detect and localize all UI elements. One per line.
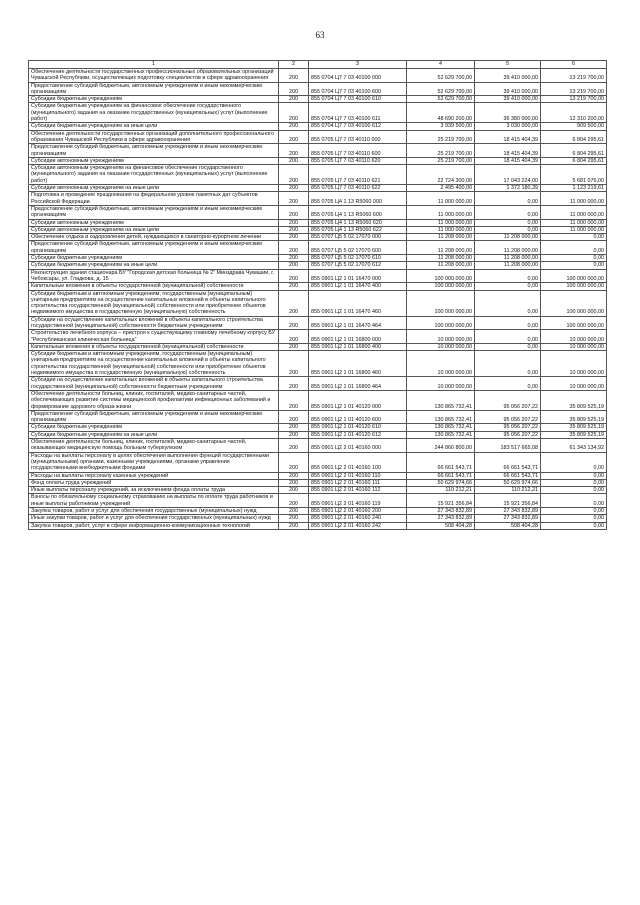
row-classification-code: 855 0707 Ц5 5 02 17070 610 xyxy=(309,255,407,262)
table-row xyxy=(29,255,607,262)
row-amount-col6: 0,00 xyxy=(541,262,607,269)
row-amount-col5: 95 056 207,22 xyxy=(475,390,541,410)
row-amount-col6: 10 000 000,00 xyxy=(541,343,607,350)
header-row xyxy=(29,61,607,69)
table-row xyxy=(29,262,607,269)
row-section-code: 200 xyxy=(279,494,309,508)
row-classification-code: 855 0704 Ц7 7 03 40100 600 xyxy=(309,82,407,96)
table-row xyxy=(29,351,607,377)
row-amount-col6: 11 000 000,00 xyxy=(541,205,607,219)
row-amount-col5: 11 208 000,00 xyxy=(475,241,541,255)
row-section-code: 200 xyxy=(279,144,309,158)
row-amount-col4: 10 000 000,00 xyxy=(407,330,475,344)
row-amount-col5: 0,00 xyxy=(475,219,541,226)
row-amount-col5: 27 343 832,89 xyxy=(475,515,541,522)
row-amount-col5: 39 410 000,00 xyxy=(475,96,541,103)
row-amount-col4: 110 212,21 xyxy=(407,487,475,494)
table-row xyxy=(29,269,607,283)
row-section-code: 200 xyxy=(279,487,309,494)
row-amount-col5: 183 517 665,08 xyxy=(475,439,541,453)
row-classification-code: 855 0705 Ц4 1 13 R5060 000 xyxy=(309,192,407,206)
column-header: 4 xyxy=(407,61,475,69)
row-description: Субсидии автономным учреждениям xyxy=(29,157,279,164)
row-amount-col4: 11 000 000,00 xyxy=(407,226,475,233)
row-amount-col4: 15 921 356,84 xyxy=(407,494,475,508)
table-row xyxy=(29,452,607,472)
row-description: Субсидии на осуществление капитальных вложений в объекты капитального строительства государственной (муниципальной) собственности бюджетным учреждениям xyxy=(29,377,279,391)
row-section-code: 200 xyxy=(279,343,309,350)
row-classification-code: 855 0707 Ц5 5 02 17070 612 xyxy=(309,262,407,269)
column-header: 5 xyxy=(475,61,541,69)
row-description: Иные выплаты персоналу учреждений, за исключением фонда оплаты труда xyxy=(29,487,279,494)
row-amount-col4: 130 865 732,41 xyxy=(407,410,475,424)
row-classification-code: 855 0705 Ц4 1 13 R5060 622 xyxy=(309,226,407,233)
budget-table xyxy=(28,60,607,530)
row-amount-col4: 11 208 000,00 xyxy=(407,255,475,262)
row-section-code: 200 xyxy=(279,192,309,206)
table-row xyxy=(29,377,607,391)
row-amount-col5: 95 056 207,22 xyxy=(475,424,541,431)
table-row xyxy=(29,234,607,241)
row-classification-code: 855 0901 Ц2 1 01 16800 464 xyxy=(309,377,407,391)
row-amount-col4: 10 000 000,00 xyxy=(407,377,475,391)
row-amount-col4: 66 661 543,71 xyxy=(407,472,475,479)
row-section-code: 200 xyxy=(279,269,309,283)
table-row xyxy=(29,522,607,529)
row-section-code: 200 xyxy=(279,515,309,522)
table-row xyxy=(29,185,607,192)
row-section-code: 200 xyxy=(279,479,309,486)
row-amount-col4: 100 000 000,00 xyxy=(407,283,475,290)
row-amount-col5: 95 056 207,22 xyxy=(475,410,541,424)
table-row xyxy=(29,330,607,344)
row-amount-col4: 100 000 000,00 xyxy=(407,290,475,316)
row-description: Строительство лечебного корпуса – пристроя к существующему главному лечебному корпусу БУ "Республиканская клиническая больница" xyxy=(29,330,279,344)
row-classification-code: 855 0901 Ц2 1 01 16800 400 xyxy=(309,343,407,350)
row-amount-col4: 130 865 732,41 xyxy=(407,390,475,410)
row-section-code: 200 xyxy=(279,255,309,262)
table-row xyxy=(29,479,607,486)
row-description: Субсидии бюджетным и автономным учреждениям, государственным (муниципальным) унитарным предприятиям на осуществление капитальных вложений в объекты капитального строительства государственной (муниципальной) собственности или приобретение объектов недвижимого имущества в государственную (муниципальную) собственность xyxy=(29,290,279,316)
row-section-code: 200 xyxy=(279,234,309,241)
row-amount-col6: 13 219 700,00 xyxy=(541,82,607,96)
column-header: 3 xyxy=(309,61,407,69)
row-classification-code: 855 0901 Ц2 1 01 16800 460 xyxy=(309,351,407,377)
row-section-code: 200 xyxy=(279,316,309,330)
row-classification-code: 855 0705 Ц7 7 03 40110 600 xyxy=(309,144,407,158)
row-classification-code: 855 0901 Ц2 1 01 40120 612 xyxy=(309,431,407,438)
row-section-code: 200 xyxy=(279,103,309,123)
table-row xyxy=(29,69,607,83)
row-amount-col4: 25 219 700,00 xyxy=(407,144,475,158)
row-classification-code: 855 0704 Ц7 7 03 40100 610 xyxy=(309,96,407,103)
row-section-code: 200 xyxy=(279,424,309,431)
row-description: Капитальные вложения в объекты государственной (муниципальной) собственности xyxy=(29,283,279,290)
row-amount-col4: 10 000 000,00 xyxy=(407,343,475,350)
row-amount-col4: 11 208 000,00 xyxy=(407,241,475,255)
row-amount-col6: 61 343 134,92 xyxy=(541,439,607,453)
table-row xyxy=(29,241,607,255)
table-row xyxy=(29,144,607,158)
row-amount-col5: 0,00 xyxy=(475,205,541,219)
row-section-code: 200 xyxy=(279,123,309,130)
row-amount-col5: 18 415 404,39 xyxy=(475,130,541,144)
table-row xyxy=(29,130,607,144)
row-amount-col4: 11 208 000,00 xyxy=(407,234,475,241)
row-amount-col5: 0,00 xyxy=(475,377,541,391)
row-amount-col4: 11 000 000,00 xyxy=(407,205,475,219)
row-amount-col5: 66 661 543,71 xyxy=(475,452,541,472)
column-header: 2 xyxy=(279,61,309,69)
row-classification-code: 855 0704 Ц7 7 03 40100 612 xyxy=(309,123,407,130)
row-amount-col4: 11 000 000,00 xyxy=(407,192,475,206)
column-header: 6 xyxy=(541,61,607,69)
row-amount-col6: 0,00 xyxy=(541,452,607,472)
row-amount-col4: 27 343 832,89 xyxy=(407,515,475,522)
table-row xyxy=(29,472,607,479)
row-description: Расходы на выплаты персоналу в целях обеспечения выполнения функций государственными (муниципальными) органами, казенными учреждениями, органами управления государственными внебюджетными фондами xyxy=(29,452,279,472)
row-amount-col5: 11 208 000,00 xyxy=(475,234,541,241)
row-description: Фонд оплаты труда учреждений xyxy=(29,479,279,486)
row-description: Субсидии бюджетным учреждениям на иные цели xyxy=(29,431,279,438)
row-classification-code: 855 0901 Ц2 2 01 40160 000 xyxy=(309,439,407,453)
row-section-code: 200 xyxy=(279,472,309,479)
row-amount-col5: 11 208 000,00 xyxy=(475,262,541,269)
table-row xyxy=(29,283,607,290)
row-amount-col6: 0,00 xyxy=(541,487,607,494)
row-amount-col5: 66 661 543,71 xyxy=(475,472,541,479)
row-section-code: 200 xyxy=(279,390,309,410)
table-row xyxy=(29,123,607,130)
row-amount-col6: 6 804 295,61 xyxy=(541,144,607,158)
table-row xyxy=(29,219,607,226)
row-amount-col6: 12 310 200,00 xyxy=(541,103,607,123)
row-classification-code: 855 0901 Ц2 1 01 16470 400 xyxy=(309,283,407,290)
row-amount-col5: 0,00 xyxy=(475,269,541,283)
row-amount-col6: 11 000 000,00 xyxy=(541,226,607,233)
row-amount-col4: 52 629 700,00 xyxy=(407,69,475,83)
row-section-code: 200 xyxy=(279,165,309,185)
row-description: Субсидии бюджетным учреждениям на иные цели xyxy=(29,262,279,269)
row-amount-col6: 0,00 xyxy=(541,472,607,479)
row-amount-col6: 11 000 000,00 xyxy=(541,192,607,206)
table-row xyxy=(29,494,607,508)
row-section-code: 200 xyxy=(279,522,309,529)
row-amount-col5: 0,00 xyxy=(475,316,541,330)
row-section-code: 200 xyxy=(279,226,309,233)
row-classification-code: 855 0901 Ц2 2 01 40160 119 xyxy=(309,494,407,508)
row-amount-col6: 909 500,00 xyxy=(541,123,607,130)
table-row xyxy=(29,205,607,219)
row-classification-code: 855 0707 Ц5 5 02 17070 000 xyxy=(309,234,407,241)
row-section-code: 200 xyxy=(279,96,309,103)
table-row xyxy=(29,410,607,424)
row-description: Закупка товаров, работ, услуг в сфере информационно-коммуникационных технологий xyxy=(29,522,279,529)
row-amount-col6: 0,00 xyxy=(541,494,607,508)
row-description: Капитальные вложения в объекты государственной (муниципальной) собственности xyxy=(29,343,279,350)
row-amount-col6: 0,00 xyxy=(541,522,607,529)
row-description: Субсидии бюджетным учреждениям xyxy=(29,424,279,431)
row-description: Предоставление субсидий бюджетным, автономным учреждениям и иным некоммерческим организациям xyxy=(29,144,279,158)
row-amount-col4: 10 000 000,00 xyxy=(407,351,475,377)
row-amount-col6: 10 000 000,00 xyxy=(541,330,607,344)
row-amount-col5: 17 043 224,00 xyxy=(475,165,541,185)
row-section-code: 200 xyxy=(279,157,309,164)
row-amount-col6: 100 000 000,00 xyxy=(541,290,607,316)
row-classification-code: 855 0901 Ц2 1 01 16800 000 xyxy=(309,330,407,344)
table-row xyxy=(29,96,607,103)
row-amount-col5: 0,00 xyxy=(475,283,541,290)
row-description: Субсидии автономным учреждениям на иные цели xyxy=(29,185,279,192)
row-amount-col4: 244 860 800,00 xyxy=(407,439,475,453)
row-amount-col5: 18 415 404,39 xyxy=(475,157,541,164)
row-classification-code: 855 0901 Ц2 2 01 40160 112 xyxy=(309,487,407,494)
row-amount-col6: 11 000 000,00 xyxy=(541,219,607,226)
row-classification-code: 855 0705 Ц4 1 13 R5060 620 xyxy=(309,219,407,226)
row-description: Предоставление субсидий бюджетным, автономным учреждениям и иным некоммерческим организациям xyxy=(29,205,279,219)
row-section-code: 200 xyxy=(279,410,309,424)
table-row xyxy=(29,192,607,206)
table-row xyxy=(29,290,607,316)
row-amount-col5: 36 380 000,00 xyxy=(475,103,541,123)
row-description: Субсидии бюджетным и автономным учреждениям, государственным (муниципальным) унитарным предприятиям на осуществление капитальных вложений в объекты капитального строительства государственной (муниципальной) собственности или приобретение объектов недвижимого имущества в государственную (муниципальную) собственность xyxy=(29,351,279,377)
row-amount-col4: 508 404,28 xyxy=(407,522,475,529)
row-amount-col5: 18 415 404,39 xyxy=(475,144,541,158)
row-amount-col4: 130 865 732,41 xyxy=(407,431,475,438)
row-classification-code: 855 0704 Ц7 7 03 40100 611 xyxy=(309,103,407,123)
row-classification-code: 855 0705 Ц7 7 03 40110 620 xyxy=(309,157,407,164)
row-amount-col5: 39 410 000,00 xyxy=(475,69,541,83)
row-description: Субсидии бюджетным учреждениям xyxy=(29,96,279,103)
row-amount-col6: 100 000 000,00 xyxy=(541,283,607,290)
table-row xyxy=(29,431,607,438)
row-amount-col6: 35 809 525,19 xyxy=(541,431,607,438)
row-amount-col5: 1 372 180,39 xyxy=(475,185,541,192)
row-amount-col5: 39 410 000,00 xyxy=(475,82,541,96)
row-section-code: 200 xyxy=(279,330,309,344)
row-description: Субсидии бюджетным учреждениям на иные цели xyxy=(29,123,279,130)
row-amount-col6: 35 809 525,19 xyxy=(541,410,607,424)
table-row xyxy=(29,82,607,96)
row-amount-col5: 95 056 207,22 xyxy=(475,431,541,438)
table-row xyxy=(29,508,607,515)
row-description: Субсидии автономным учреждениям на иные цели xyxy=(29,226,279,233)
row-amount-col5: 0,00 xyxy=(475,343,541,350)
row-amount-col5: 110 212,21 xyxy=(475,487,541,494)
row-amount-col5: 50 629 974,66 xyxy=(475,479,541,486)
row-classification-code: 855 0901 Ц2 1 01 40120 610 xyxy=(309,424,407,431)
row-description: Обеспечение деятельности государственных профессиональных образовательных организаций Чувашской Республики, осуществляющих подготовку специалистов в сфере здравоохранения xyxy=(29,69,279,83)
row-section-code: 200 xyxy=(279,283,309,290)
page-number: 63 xyxy=(315,30,325,40)
row-description: Обеспечение деятельности больниц, клиник, госпиталей, медико-санитарных частей, обеспечивающих развитие системы медицинской профилактики инфекционных заболеваний и формирование здорового образа жизни xyxy=(29,390,279,410)
row-amount-col4: 52 629 700,00 xyxy=(407,82,475,96)
table-body xyxy=(29,69,607,530)
table-row xyxy=(29,439,607,453)
row-description: Субсидии бюджетным учреждениям на финансовое обеспечение государственного (муниципального) задания на оказание государственных (муниципальных) услуг (выполнение работ) xyxy=(29,103,279,123)
row-description: Предоставление субсидий бюджетным, автономным учреждениям и иным некоммерческим организациям xyxy=(29,410,279,424)
row-amount-col5: 3 030 000,00 xyxy=(475,123,541,130)
row-classification-code: 855 0901 Ц2 1 01 16470 000 xyxy=(309,269,407,283)
table-row xyxy=(29,226,607,233)
row-classification-code: 855 0901 Ц2 1 01 16470 464 xyxy=(309,316,407,330)
row-amount-col4: 2 495 400,00 xyxy=(407,185,475,192)
row-description: Реконструкция здания стационара БУ "Городская детская больница № 2" Минздрава Чувашии, г. Чебоксары, ул. Гладкова, д. 15 xyxy=(29,269,279,283)
row-classification-code: 855 0901 Ц2 2 01 40160 242 xyxy=(309,522,407,529)
table-row xyxy=(29,157,607,164)
row-section-code: 200 xyxy=(279,241,309,255)
row-classification-code: 855 0704 Ц7 7 03 40100 000 xyxy=(309,69,407,83)
row-classification-code: 855 0901 Ц2 2 01 40160 240 xyxy=(309,515,407,522)
table-row xyxy=(29,165,607,185)
row-description: Предоставление субсидий бюджетным, автономным учреждениям и иным некоммерческим организациям xyxy=(29,241,279,255)
row-section-code: 200 xyxy=(279,377,309,391)
row-amount-col6: 0,00 xyxy=(541,515,607,522)
row-amount-col6: 6 804 295,61 xyxy=(541,157,607,164)
row-amount-col4: 25 219 700,00 xyxy=(407,157,475,164)
row-amount-col4: 52 629 700,00 xyxy=(407,96,475,103)
row-amount-col6: 0,00 xyxy=(541,241,607,255)
row-amount-col6: 6 804 295,61 xyxy=(541,130,607,144)
row-amount-col6: 0,00 xyxy=(541,255,607,262)
row-section-code: 200 xyxy=(279,508,309,515)
row-description: Обеспечение деятельности государственных организаций дополнительного профессионального образования Чувашской Республики в сфере здравоохранения xyxy=(29,130,279,144)
row-amount-col5: 0,00 xyxy=(475,192,541,206)
row-amount-col4: 25 219 700,00 xyxy=(407,130,475,144)
row-description: Иные закупки товаров, работ и услуг для обеспечения государственных (муниципальных) нужд xyxy=(29,515,279,522)
table-row xyxy=(29,316,607,330)
row-description: Взносы по обязательному социальному страхованию на выплаты по оплате труда работников и иные выплаты работникам учреждений xyxy=(29,494,279,508)
row-description: Обеспечение деятельности больниц, клиник, госпиталей, медико-санитарных частей, оказывающих медицинскую помощь больным туберкулезом xyxy=(29,439,279,453)
table-row xyxy=(29,343,607,350)
row-description: Расходы на выплаты персоналу казенных учреждений xyxy=(29,472,279,479)
row-amount-col6: 5 681 076,00 xyxy=(541,165,607,185)
row-description: Обеспечение отдыха и оздоровления детей, нуждающихся в санаторно-курортном лечении xyxy=(29,234,279,241)
row-amount-col4: 100 000 000,00 xyxy=(407,316,475,330)
row-classification-code: 855 0901 Ц2 1 01 40120 000 xyxy=(309,390,407,410)
row-section-code: 200 xyxy=(279,219,309,226)
table-row xyxy=(29,487,607,494)
row-classification-code: 855 0901 Ц2 1 01 40120 600 xyxy=(309,410,407,424)
row-classification-code: 855 0705 Ц4 1 13 R5060 600 xyxy=(309,205,407,219)
row-classification-code: 855 0705 Ц7 7 03 40110 622 xyxy=(309,185,407,192)
row-amount-col6: 0,00 xyxy=(541,508,607,515)
row-classification-code: 855 0901 Ц2 2 01 40160 111 xyxy=(309,479,407,486)
row-amount-col6: 0,00 xyxy=(541,234,607,241)
row-section-code: 200 xyxy=(279,185,309,192)
row-amount-col5: 0,00 xyxy=(475,351,541,377)
row-amount-col6: 13 219 700,00 xyxy=(541,96,607,103)
row-section-code: 200 xyxy=(279,82,309,96)
row-amount-col6: 100 000 000,00 xyxy=(541,269,607,283)
row-amount-col4: 11 208 000,00 xyxy=(407,262,475,269)
row-classification-code: 855 0705 Ц7 7 03 40110 621 xyxy=(309,165,407,185)
row-classification-code: 855 0901 Ц2 2 01 40160 100 xyxy=(309,452,407,472)
row-description: Субсидии автономным учреждениям на финансовое обеспечение государственного (муниципального) задания на оказание государственных (муниципальных) услуг (выполнение работ) xyxy=(29,165,279,185)
row-description: Субсидии бюджетным учреждениям xyxy=(29,255,279,262)
row-classification-code: 855 0901 Ц2 2 01 40160 200 xyxy=(309,508,407,515)
row-amount-col6: 0,00 xyxy=(541,479,607,486)
row-amount-col4: 130 865 732,41 xyxy=(407,424,475,431)
row-amount-col5: 11 208 000,00 xyxy=(475,255,541,262)
table-row xyxy=(29,390,607,410)
row-amount-col4: 48 690 200,00 xyxy=(407,103,475,123)
row-amount-col6: 10 000 000,00 xyxy=(541,377,607,391)
row-amount-col6: 13 219 700,00 xyxy=(541,69,607,83)
row-section-code: 200 xyxy=(279,439,309,453)
row-amount-col4: 50 629 974,66 xyxy=(407,479,475,486)
row-description: Закупка товаров, работ и услуг для обеспечения государственных (муниципальных) нужд xyxy=(29,508,279,515)
row-amount-col4: 3 939 500,00 xyxy=(407,123,475,130)
row-section-code: 200 xyxy=(279,262,309,269)
row-amount-col6: 1 123 219,61 xyxy=(541,185,607,192)
row-section-code: 200 xyxy=(279,205,309,219)
row-amount-col5: 0,00 xyxy=(475,290,541,316)
row-amount-col4: 22 724 300,00 xyxy=(407,165,475,185)
row-amount-col5: 15 921 356,84 xyxy=(475,494,541,508)
row-description: Предоставление субсидий бюджетным, автономным учреждениям и иным некоммерческим организациям xyxy=(29,82,279,96)
row-classification-code: 855 0705 Ц7 7 03 40110 000 xyxy=(309,130,407,144)
row-section-code: 200 xyxy=(279,431,309,438)
table-row xyxy=(29,103,607,123)
row-classification-code: 855 0707 Ц5 5 02 17070 600 xyxy=(309,241,407,255)
row-amount-col4: 100 000 000,00 xyxy=(407,269,475,283)
row-classification-code: 855 0901 Ц2 1 01 16470 460 xyxy=(309,290,407,316)
row-amount-col5: 508 404,28 xyxy=(475,522,541,529)
row-section-code: 200 xyxy=(279,69,309,83)
row-amount-col5: 0,00 xyxy=(475,226,541,233)
row-section-code: 200 xyxy=(279,351,309,377)
column-header: 1 xyxy=(29,61,279,69)
row-description: Субсидии на осуществление капитальных вложений в объекты капитального строительства государственной (муниципальной) собственности бюджетным учреждениям xyxy=(29,316,279,330)
table-row xyxy=(29,424,607,431)
row-amount-col6: 10 000 000,00 xyxy=(541,351,607,377)
row-amount-col4: 27 343 832,89 xyxy=(407,508,475,515)
row-amount-col4: 11 000 000,00 xyxy=(407,219,475,226)
row-description: Подготовка и проведение празднования на федеральном уровне памятных дат субъектов Российской Федерации xyxy=(29,192,279,206)
row-section-code: 200 xyxy=(279,130,309,144)
row-amount-col6: 35 809 525,19 xyxy=(541,390,607,410)
row-amount-col6: 100 000 000,00 xyxy=(541,316,607,330)
row-classification-code: 855 0901 Ц2 2 01 40160 110 xyxy=(309,472,407,479)
table-row xyxy=(29,515,607,522)
row-amount-col5: 0,00 xyxy=(475,330,541,344)
row-section-code: 200 xyxy=(279,290,309,316)
row-section-code: 200 xyxy=(279,452,309,472)
row-amount-col6: 35 809 525,19 xyxy=(541,424,607,431)
row-amount-col4: 66 661 543,71 xyxy=(407,452,475,472)
row-description: Субсидии автономным учреждениям xyxy=(29,219,279,226)
row-amount-col5: 27 343 832,89 xyxy=(475,508,541,515)
